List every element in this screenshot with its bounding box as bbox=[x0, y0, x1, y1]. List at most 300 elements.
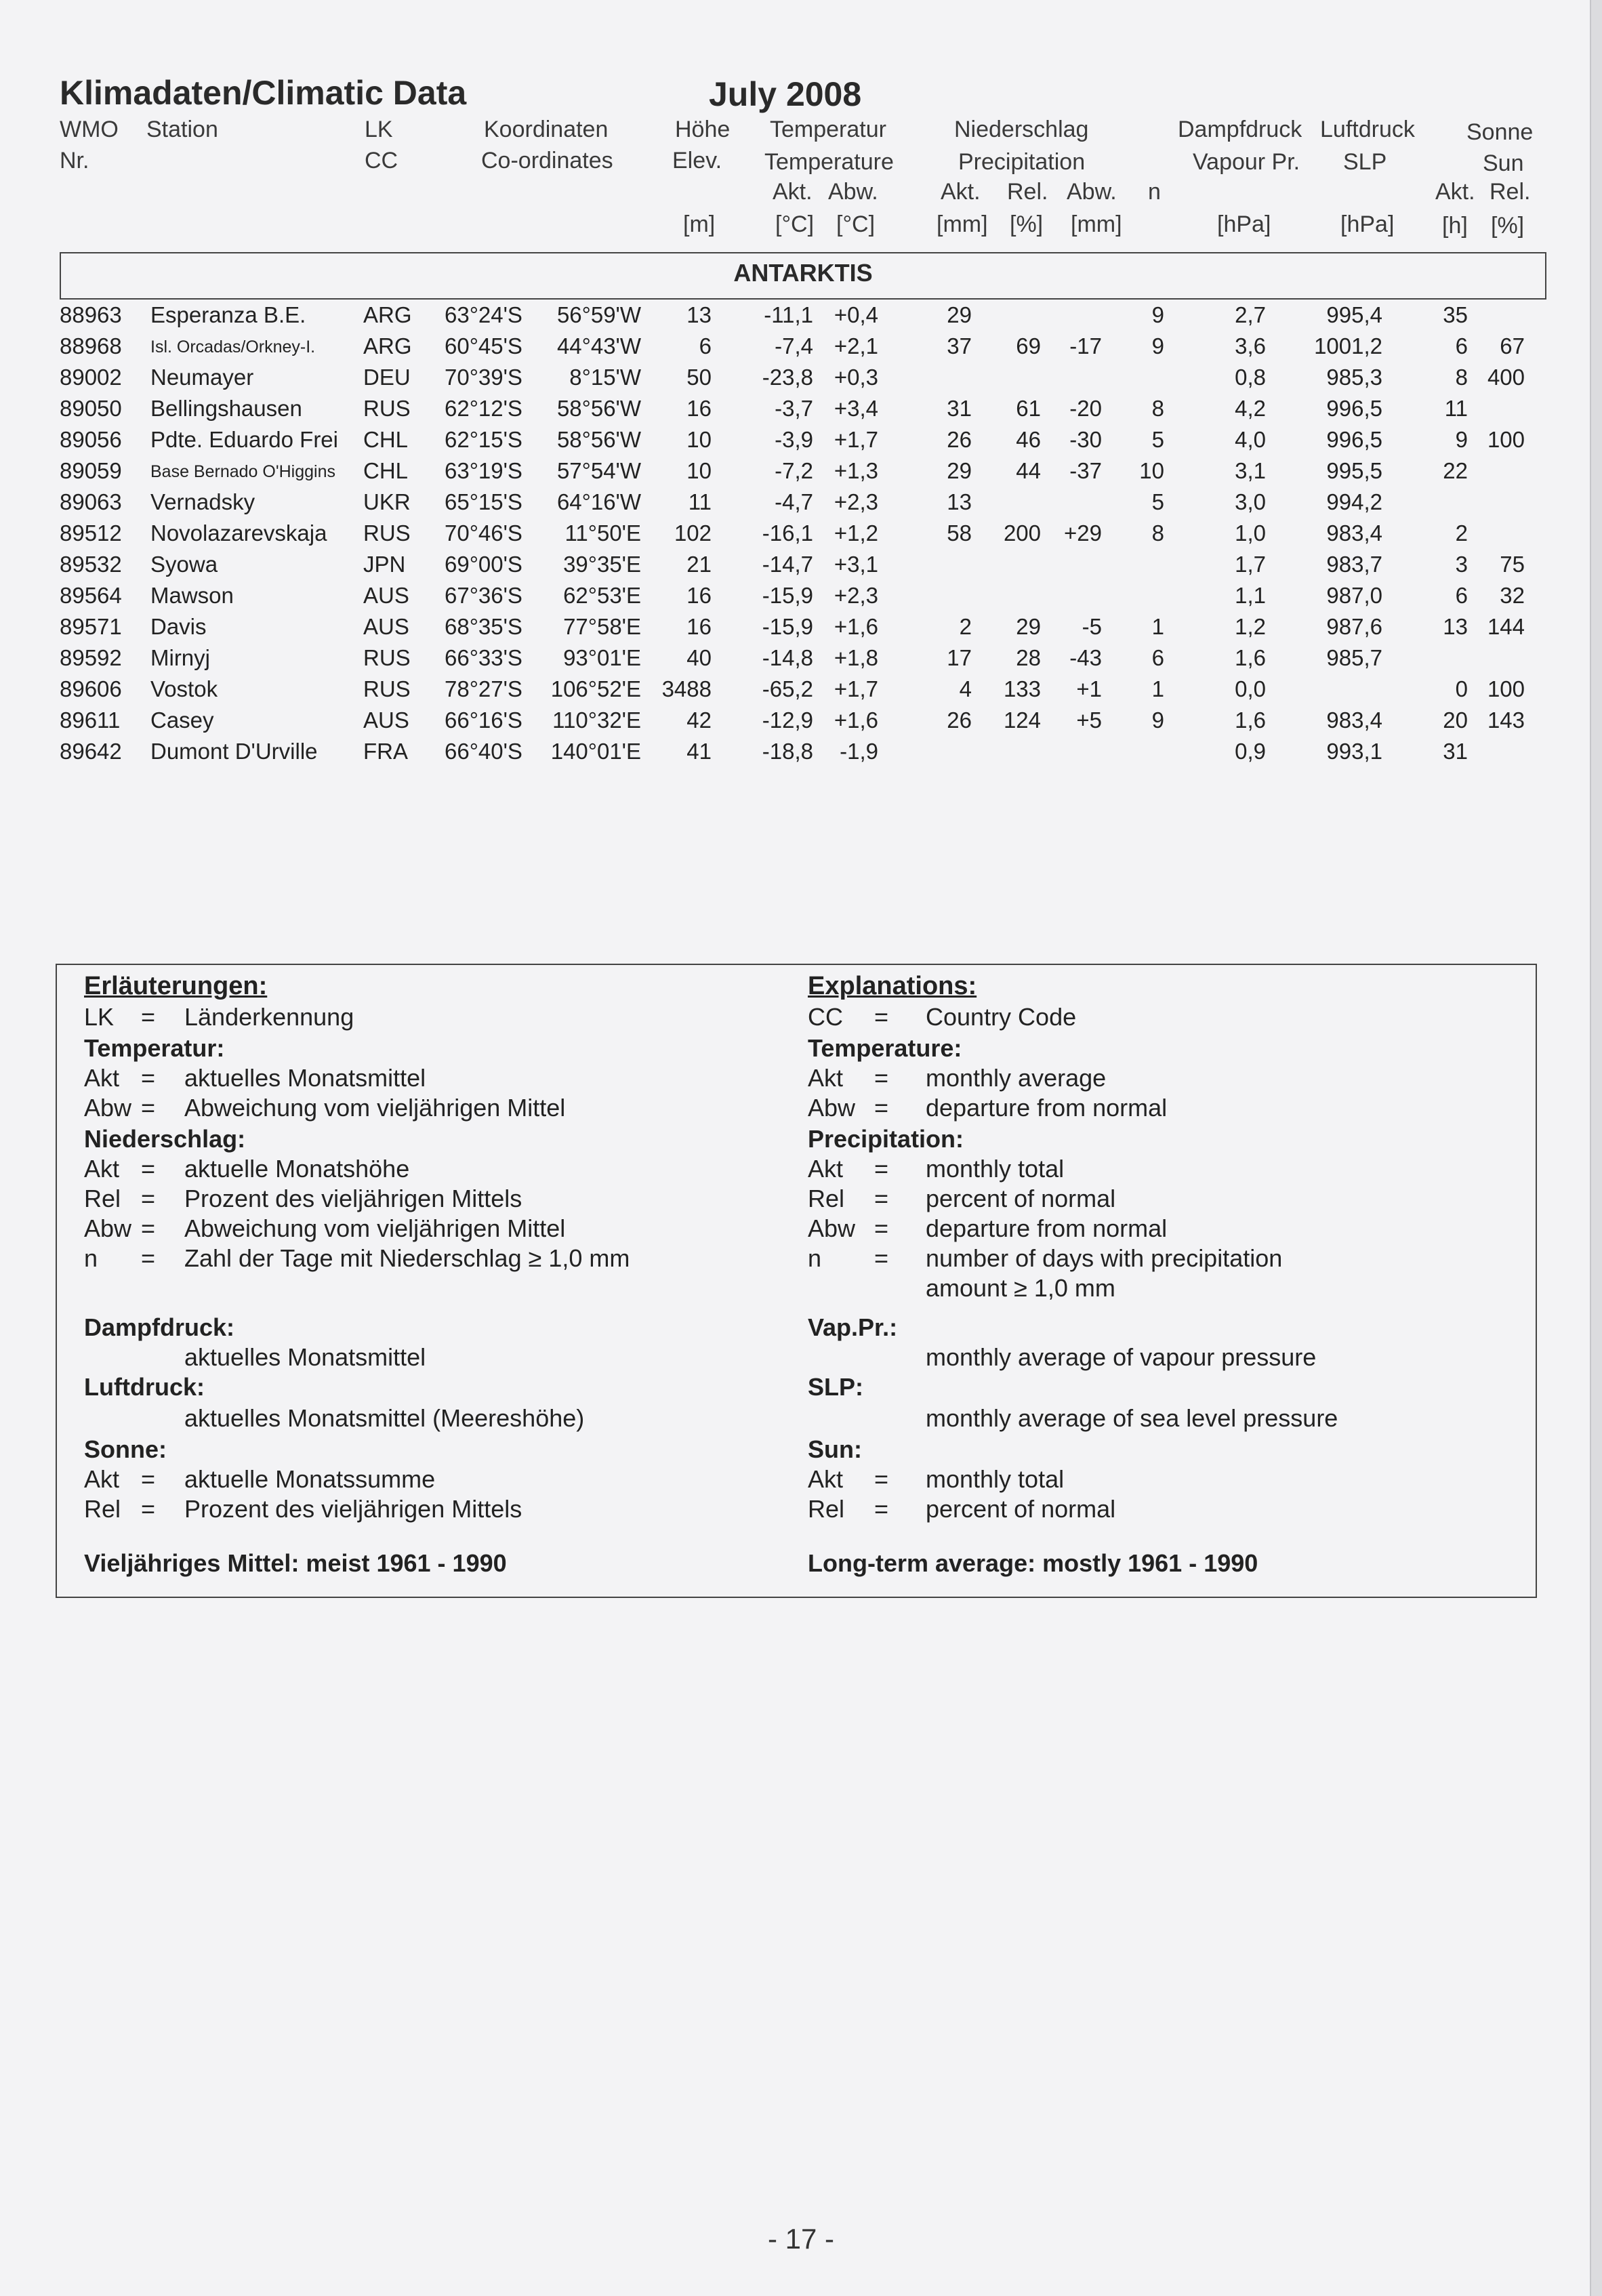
cell-lon: 57°54'W bbox=[556, 458, 641, 483]
heading-sun: Sun: bbox=[808, 1435, 862, 1463]
eq-sign: = bbox=[874, 1094, 889, 1122]
header-nr: Nr. bbox=[60, 148, 89, 173]
def-s-rel-en: percent of normal bbox=[926, 1495, 1116, 1523]
term-cc: CC bbox=[808, 1003, 843, 1031]
cell-wmo: 89063 bbox=[60, 489, 122, 514]
table-row bbox=[0, 329, 1559, 361]
cell-wmo: 89059 bbox=[60, 458, 122, 483]
term-p-n: n bbox=[84, 1244, 98, 1272]
heading-dampfdruck: Dampfdruck: bbox=[84, 1313, 235, 1341]
term-s-akt: Akt bbox=[84, 1465, 120, 1493]
term-p-abw: Abw bbox=[84, 1214, 132, 1242]
cell-p-rel: 28 bbox=[1016, 645, 1041, 670]
cell-slp: 995,4 bbox=[1326, 302, 1382, 327]
cell-s-akt: 6 bbox=[1455, 333, 1468, 358]
cell-station: Novolazarevskaja bbox=[150, 520, 327, 546]
header-t-akt: Akt. bbox=[773, 179, 813, 205]
cell-s-akt: 20 bbox=[1443, 708, 1468, 733]
cell-elev: 16 bbox=[686, 396, 712, 421]
cell-slp: 983,7 bbox=[1326, 552, 1382, 577]
cell-lon: 64°16'W bbox=[556, 489, 641, 514]
cell-t-abw: +2,1 bbox=[834, 333, 878, 358]
cell-lat: 62°12'S bbox=[445, 396, 522, 421]
cell-elev: 11 bbox=[688, 489, 712, 514]
term-abw: Abw bbox=[84, 1094, 132, 1122]
cell-t-akt: -15,9 bbox=[762, 583, 813, 608]
cell-p-rel: 61 bbox=[1016, 396, 1041, 421]
cell-station: Davis bbox=[150, 614, 207, 639]
header-unit-mm1: [mm] bbox=[937, 211, 988, 237]
def-cc: Country Code bbox=[926, 1003, 1077, 1031]
cell-wmo: 89611 bbox=[60, 708, 121, 733]
cell-wmo: 89532 bbox=[60, 552, 122, 577]
cell-n: 1 bbox=[1151, 614, 1164, 639]
cell-lon: 77°58'E bbox=[563, 614, 641, 639]
cell-n: 5 bbox=[1151, 489, 1164, 514]
cell-t-akt: -18,8 bbox=[762, 739, 813, 764]
cell-t-abw: +1,6 bbox=[834, 708, 878, 733]
cell-wmo: 89512 bbox=[60, 520, 122, 546]
heading-niederschlag: Niederschlag: bbox=[84, 1125, 246, 1153]
table-row bbox=[0, 703, 1559, 735]
cell-s-akt: 3 bbox=[1455, 552, 1468, 577]
def-p-rel: Prozent des vieljährigen Mittels bbox=[184, 1185, 522, 1212]
def-p-abw-en: departure from normal bbox=[926, 1214, 1168, 1242]
eq-sign: = bbox=[141, 1465, 156, 1493]
cell-lk: RUS bbox=[363, 520, 411, 546]
cell-slp: 985,7 bbox=[1326, 645, 1382, 670]
cell-n: 10 bbox=[1139, 458, 1164, 483]
cell-slp: 987,6 bbox=[1326, 614, 1382, 639]
header-unit-c1: [°C] bbox=[775, 211, 815, 237]
eq-sign: = bbox=[874, 1003, 889, 1031]
term-s-akt-en: Akt bbox=[808, 1465, 844, 1493]
cell-t-akt: -12,9 bbox=[762, 708, 813, 733]
eq-sign: = bbox=[874, 1495, 889, 1523]
cell-lon: 58°56'W bbox=[556, 427, 641, 452]
cell-vp: 3,6 bbox=[1235, 333, 1266, 358]
cell-p-abw: -20 bbox=[1069, 396, 1102, 421]
cell-lat: 70°46'S bbox=[445, 520, 522, 546]
header-niederschlag: Niederschlag bbox=[954, 117, 1089, 142]
cell-lon: 58°56'W bbox=[556, 396, 641, 421]
cell-lk: RUS bbox=[363, 645, 411, 670]
cell-lat: 66°33'S bbox=[445, 645, 522, 670]
cell-station: Syowa bbox=[150, 552, 218, 577]
cell-t-abw: -1,9 bbox=[840, 739, 878, 764]
cell-p-akt: 31 bbox=[947, 396, 972, 421]
header-unit-h: [h] bbox=[1442, 213, 1468, 239]
cell-t-abw: +1,2 bbox=[834, 520, 878, 546]
header-temperatur: Temperatur bbox=[770, 117, 886, 142]
table-row bbox=[0, 579, 1559, 610]
cell-lat: 60°45'S bbox=[445, 333, 522, 358]
def-p-rel-en: percent of normal bbox=[926, 1185, 1116, 1212]
def-p-akt-en: monthly total bbox=[926, 1155, 1065, 1183]
term-p-akt-en: Akt bbox=[808, 1155, 844, 1183]
cell-slp: 987,0 bbox=[1326, 583, 1382, 608]
table-row bbox=[0, 735, 1559, 766]
cell-station: Vostok bbox=[150, 676, 218, 701]
def-p-akt: aktuelle Monatshöhe bbox=[184, 1155, 410, 1183]
cell-t-abw: +1,6 bbox=[834, 614, 878, 639]
cell-p-akt: 13 bbox=[947, 489, 972, 514]
cell-t-abw: +0,4 bbox=[834, 302, 878, 327]
cell-p-rel: 29 bbox=[1016, 614, 1041, 639]
cell-s-rel: 100 bbox=[1487, 427, 1525, 452]
eq-sign: = bbox=[874, 1064, 889, 1092]
cell-p-akt: 26 bbox=[947, 708, 972, 733]
cell-slp: 996,5 bbox=[1326, 427, 1382, 452]
cell-t-abw: +1,7 bbox=[834, 676, 878, 701]
cell-s-rel: 75 bbox=[1500, 552, 1525, 577]
def-p-n-en-2: amount ≥ 1,0 mm bbox=[926, 1274, 1115, 1302]
header-coordinates: Co-ordinates bbox=[481, 148, 613, 173]
cell-station: Vernadsky bbox=[150, 489, 255, 514]
cell-station: Mawson bbox=[150, 583, 234, 608]
table-row bbox=[0, 361, 1559, 392]
cell-lon: 44°43'W bbox=[556, 333, 641, 358]
header-luftdruck: Luftdruck bbox=[1320, 117, 1415, 142]
cell-lk: RUS bbox=[363, 396, 411, 421]
cell-lat: 66°16'S bbox=[445, 708, 522, 733]
cell-t-akt: -7,4 bbox=[775, 333, 813, 358]
cell-s-rel: 143 bbox=[1487, 708, 1525, 733]
cell-elev: 16 bbox=[686, 583, 712, 608]
term-lk: LK bbox=[84, 1003, 115, 1031]
cell-s-rel: 144 bbox=[1487, 614, 1525, 639]
cell-slp: 993,1 bbox=[1326, 739, 1382, 764]
def-s-rel: Prozent des vieljährigen Mittels bbox=[184, 1495, 522, 1523]
cell-s-rel: 32 bbox=[1500, 583, 1525, 608]
cell-lat: 62°15'S bbox=[445, 427, 522, 452]
cell-t-akt: -14,8 bbox=[762, 645, 813, 670]
cell-lat: 69°00'S bbox=[445, 552, 522, 577]
term-s-rel: Rel bbox=[84, 1495, 121, 1523]
cell-s-rel: 400 bbox=[1487, 365, 1525, 390]
table-row bbox=[0, 392, 1559, 423]
cell-s-akt: 11 bbox=[1444, 396, 1468, 421]
cell-lk: AUS bbox=[363, 583, 409, 608]
table-row bbox=[0, 423, 1559, 454]
cell-vp: 1,7 bbox=[1235, 552, 1266, 577]
cell-p-akt: 26 bbox=[947, 427, 972, 452]
heading-vap-pr: Vap.Pr.: bbox=[808, 1313, 898, 1341]
cell-p-akt: 58 bbox=[947, 520, 972, 546]
cell-wmo: 89056 bbox=[60, 427, 122, 452]
header-cc: CC bbox=[365, 148, 398, 173]
footer-en: Long-term average: mostly 1961 - 1990 bbox=[808, 1549, 1258, 1577]
cell-lat: 65°15'S bbox=[445, 489, 522, 514]
cell-lk: AUS bbox=[363, 614, 409, 639]
cell-lon: 62°53'E bbox=[563, 583, 641, 608]
cell-elev: 50 bbox=[686, 365, 712, 390]
header-station: Station bbox=[146, 117, 218, 142]
header-vapour: Vapour Pr. bbox=[1193, 149, 1300, 175]
cell-elev: 6 bbox=[699, 333, 712, 358]
cell-vp: 1,1 bbox=[1235, 583, 1266, 608]
def-slp: monthly average of sea level pressure bbox=[926, 1404, 1338, 1432]
header-unit-hpa1: [hPa] bbox=[1217, 211, 1271, 237]
cell-s-rel: 100 bbox=[1487, 676, 1525, 701]
cell-lk: ARG bbox=[363, 333, 412, 358]
term-p-rel: Rel bbox=[84, 1185, 121, 1212]
cell-lon: 56°59'W bbox=[556, 302, 641, 327]
cell-lon: 110°32'E bbox=[552, 708, 641, 733]
header-unit-pct2: [%] bbox=[1491, 213, 1525, 239]
eq-sign: = bbox=[141, 1185, 156, 1212]
cell-s-akt: 35 bbox=[1443, 302, 1468, 327]
cell-elev: 13 bbox=[686, 302, 712, 327]
table-row bbox=[0, 548, 1559, 579]
cell-lon: 140°01'E bbox=[550, 739, 641, 764]
cell-t-akt: -3,9 bbox=[775, 427, 813, 452]
cell-p-abw: -43 bbox=[1069, 645, 1102, 670]
cell-n: 6 bbox=[1151, 645, 1164, 670]
header-wmo: WMO bbox=[60, 117, 119, 142]
cell-t-akt: -65,2 bbox=[762, 676, 813, 701]
cell-t-abw: +1,7 bbox=[834, 427, 878, 452]
page-number: - 17 - bbox=[767, 2223, 835, 2255]
cell-p-rel: 44 bbox=[1016, 458, 1041, 483]
heading-luftdruck: Luftdruck: bbox=[84, 1373, 205, 1401]
cell-t-abw: +2,3 bbox=[834, 583, 878, 608]
cell-vp: 4,0 bbox=[1235, 427, 1266, 452]
header-p-abw: Abw. bbox=[1067, 179, 1117, 205]
cell-t-akt: -23,8 bbox=[762, 365, 813, 390]
cell-p-abw: +29 bbox=[1064, 520, 1102, 546]
cell-p-abw: -17 bbox=[1069, 333, 1102, 358]
cell-vp: 3,0 bbox=[1235, 489, 1266, 514]
cell-elev: 10 bbox=[686, 427, 712, 452]
cell-s-akt: 8 bbox=[1455, 365, 1468, 390]
cell-t-akt: -4,7 bbox=[775, 489, 813, 514]
cell-lon: 39°35'E bbox=[563, 552, 641, 577]
header-unit-pct1: [%] bbox=[1010, 211, 1044, 237]
cell-wmo: 89002 bbox=[60, 365, 122, 390]
cell-p-rel: 124 bbox=[1003, 708, 1041, 733]
cell-n: 5 bbox=[1151, 427, 1164, 452]
cell-s-rel: 67 bbox=[1500, 333, 1525, 358]
cell-n: 1 bbox=[1151, 676, 1164, 701]
cell-lk: JPN bbox=[363, 552, 406, 577]
cell-vp: 1,0 bbox=[1235, 520, 1266, 546]
eq-sign: = bbox=[141, 1155, 156, 1183]
cell-n: 9 bbox=[1151, 708, 1164, 733]
table-row bbox=[0, 454, 1559, 485]
cell-p-akt: 2 bbox=[959, 614, 972, 639]
cell-s-akt: 9 bbox=[1455, 427, 1468, 452]
cell-t-akt: -14,7 bbox=[762, 552, 813, 577]
cell-t-abw: +3,1 bbox=[834, 552, 878, 577]
cell-vp: 0,8 bbox=[1235, 365, 1266, 390]
explanations-box bbox=[56, 964, 1537, 1598]
cell-p-akt: 37 bbox=[947, 333, 972, 358]
cell-t-akt: -11,1 bbox=[764, 302, 813, 327]
cell-n: 9 bbox=[1151, 333, 1164, 358]
cell-vp: 1,6 bbox=[1235, 708, 1266, 733]
term-akt: Akt bbox=[84, 1064, 120, 1092]
cell-lon: 93°01'E bbox=[563, 645, 641, 670]
cell-lat: 68°35'S bbox=[445, 614, 522, 639]
cell-lk: CHL bbox=[363, 458, 409, 483]
cell-lat: 63°24'S bbox=[445, 302, 522, 327]
header-hoehe: Höhe bbox=[675, 117, 731, 142]
def-p-n-en: number of days with precipitation bbox=[926, 1244, 1283, 1272]
cell-station: Isl. Orcadas/Orkney-I. bbox=[150, 337, 316, 356]
heading-sonne: Sonne: bbox=[84, 1435, 167, 1463]
table-row bbox=[0, 672, 1559, 703]
cell-lon: 8°15'W bbox=[569, 365, 641, 390]
cell-lk: CHL bbox=[363, 427, 409, 452]
cell-station: Dumont D'Urville bbox=[150, 739, 318, 764]
cell-vp: 4,2 bbox=[1235, 396, 1266, 421]
cell-n: 8 bbox=[1151, 520, 1164, 546]
region-box bbox=[60, 252, 1546, 300]
cell-p-abw: +1 bbox=[1076, 676, 1102, 701]
cell-station: Mirnyj bbox=[150, 645, 210, 670]
cell-elev: 42 bbox=[686, 708, 712, 733]
cell-station: Neumayer bbox=[150, 365, 254, 390]
cell-t-abw: +2,3 bbox=[834, 489, 878, 514]
cell-p-akt: 29 bbox=[947, 458, 972, 483]
cell-lk: DEU bbox=[363, 365, 411, 390]
cell-elev: 10 bbox=[686, 458, 712, 483]
cell-lk: UKR bbox=[363, 489, 411, 514]
cell-wmo: 89571 bbox=[60, 614, 122, 639]
header-p-rel: Rel. bbox=[1007, 179, 1048, 205]
heading-temperature: Temperature: bbox=[808, 1034, 962, 1062]
cell-station: Casey bbox=[150, 708, 214, 733]
eq-sign: = bbox=[874, 1465, 889, 1493]
cell-wmo: 89592 bbox=[60, 645, 122, 670]
cell-lat: 70°39'S bbox=[445, 365, 522, 390]
cell-n: 9 bbox=[1151, 302, 1164, 327]
header-temperature: Temperature bbox=[764, 149, 894, 175]
header-p-n: n bbox=[1148, 179, 1161, 205]
def-abw-en: departure from normal bbox=[926, 1094, 1168, 1122]
explanations-de-heading: Erläuterungen: bbox=[84, 972, 268, 1000]
header-s-rel: Rel. bbox=[1490, 179, 1531, 205]
header-p-akt: Akt. bbox=[941, 179, 981, 205]
cell-vp: 1,6 bbox=[1235, 645, 1266, 670]
footer-de: Vieljähriges Mittel: meist 1961 - 1990 bbox=[84, 1549, 507, 1577]
term-p-n-en: n bbox=[808, 1244, 822, 1272]
cell-n: 8 bbox=[1151, 396, 1164, 421]
header-unit-c2: [°C] bbox=[836, 211, 876, 237]
header-elev: Elev. bbox=[672, 148, 722, 173]
def-vap-pr: monthly average of vapour pressure bbox=[926, 1343, 1317, 1371]
cell-t-akt: -7,2 bbox=[775, 458, 813, 483]
cell-lat: 63°19'S bbox=[445, 458, 522, 483]
def-abw: Abweichung vom vieljährigen Mittel bbox=[184, 1094, 566, 1122]
def-akt: aktuelles Monatsmittel bbox=[184, 1064, 426, 1092]
cell-p-rel: 46 bbox=[1016, 427, 1041, 452]
term-p-akt: Akt bbox=[84, 1155, 120, 1183]
region-label: ANTARKTIS bbox=[733, 259, 873, 287]
cell-vp: 0,9 bbox=[1235, 739, 1266, 764]
cell-p-abw: -37 bbox=[1069, 458, 1102, 483]
cell-p-akt: 4 bbox=[959, 676, 972, 701]
cell-wmo: 89564 bbox=[60, 583, 122, 608]
cell-p-abw: +5 bbox=[1076, 708, 1102, 733]
cell-slp: 985,3 bbox=[1326, 365, 1382, 390]
def-lk: Länderkennung bbox=[184, 1003, 354, 1031]
cell-t-akt: -16,1 bbox=[762, 520, 813, 546]
term-p-abw-en: Abw bbox=[808, 1214, 856, 1242]
data-table bbox=[0, 298, 1559, 766]
cell-vp: 0,0 bbox=[1235, 676, 1266, 701]
cell-station: Bellingshausen bbox=[150, 396, 302, 421]
eq-sign: = bbox=[141, 1094, 156, 1122]
heading-slp: SLP: bbox=[808, 1373, 864, 1401]
eq-sign: = bbox=[141, 1214, 156, 1242]
table-row bbox=[0, 610, 1559, 641]
term-abw-en: Abw bbox=[808, 1094, 856, 1122]
explanations-en-heading: Explanations: bbox=[808, 972, 977, 1000]
cell-slp: 994,2 bbox=[1326, 489, 1382, 514]
header-slp: SLP bbox=[1343, 149, 1387, 175]
cell-t-akt: -3,7 bbox=[775, 396, 813, 421]
term-p-rel-en: Rel bbox=[808, 1185, 845, 1212]
cell-lk: FRA bbox=[363, 739, 408, 764]
cell-p-rel: 133 bbox=[1003, 676, 1041, 701]
eq-sign: = bbox=[874, 1155, 889, 1183]
cell-t-akt: -15,9 bbox=[762, 614, 813, 639]
page-title: Klimadaten/Climatic Data bbox=[60, 74, 467, 112]
cell-slp: 995,5 bbox=[1326, 458, 1382, 483]
cell-slp: 996,5 bbox=[1326, 396, 1382, 421]
cell-lk: AUS bbox=[363, 708, 409, 733]
header-unit-m: [m] bbox=[683, 211, 716, 237]
cell-wmo: 89050 bbox=[60, 396, 122, 421]
def-p-n: Zahl der Tage mit Niederschlag ≥ 1,0 mm bbox=[184, 1244, 630, 1272]
def-luftdruck: aktuelles Monatsmittel (Meereshöhe) bbox=[184, 1404, 585, 1432]
cell-p-rel: 69 bbox=[1016, 333, 1041, 358]
report-period: July 2008 bbox=[709, 75, 862, 113]
header-unit-hpa2: [hPa] bbox=[1340, 211, 1395, 237]
cell-s-akt: 22 bbox=[1443, 458, 1468, 483]
cell-wmo: 88963 bbox=[60, 302, 122, 327]
cell-lon: 11°50'E bbox=[564, 520, 641, 546]
cell-lon: 106°52'E bbox=[550, 676, 641, 701]
header-dampfdruck: Dampfdruck bbox=[1178, 117, 1302, 142]
cell-station: Pdte. Eduardo Frei bbox=[150, 427, 338, 452]
header-lk: LK bbox=[365, 117, 393, 142]
heading-precipitation: Precipitation: bbox=[808, 1125, 964, 1153]
cell-p-abw: -30 bbox=[1069, 427, 1102, 452]
cell-station: Esperanza B.E. bbox=[150, 302, 306, 327]
eq-sign: = bbox=[141, 1064, 156, 1092]
cell-t-abw: +1,3 bbox=[834, 458, 878, 483]
header-sun: Sun bbox=[1483, 150, 1524, 176]
header-sonne: Sonne bbox=[1466, 119, 1534, 145]
cell-slp: 983,4 bbox=[1326, 520, 1382, 546]
header-s-akt: Akt. bbox=[1435, 179, 1475, 205]
cell-lat: 66°40'S bbox=[445, 739, 522, 764]
table-row bbox=[0, 516, 1559, 548]
cell-lat: 78°27'S bbox=[445, 676, 522, 701]
cell-vp: 2,7 bbox=[1235, 302, 1266, 327]
def-s-akt: aktuelle Monatssumme bbox=[184, 1465, 436, 1493]
cell-t-abw: +3,4 bbox=[834, 396, 878, 421]
heading-temperatur: Temperatur: bbox=[84, 1034, 225, 1062]
cell-s-akt: 31 bbox=[1443, 739, 1468, 764]
header-t-abw: Abw. bbox=[828, 179, 878, 205]
eq-sign: = bbox=[874, 1185, 889, 1212]
eq-sign: = bbox=[141, 1495, 156, 1523]
cell-slp: 983,4 bbox=[1326, 708, 1382, 733]
